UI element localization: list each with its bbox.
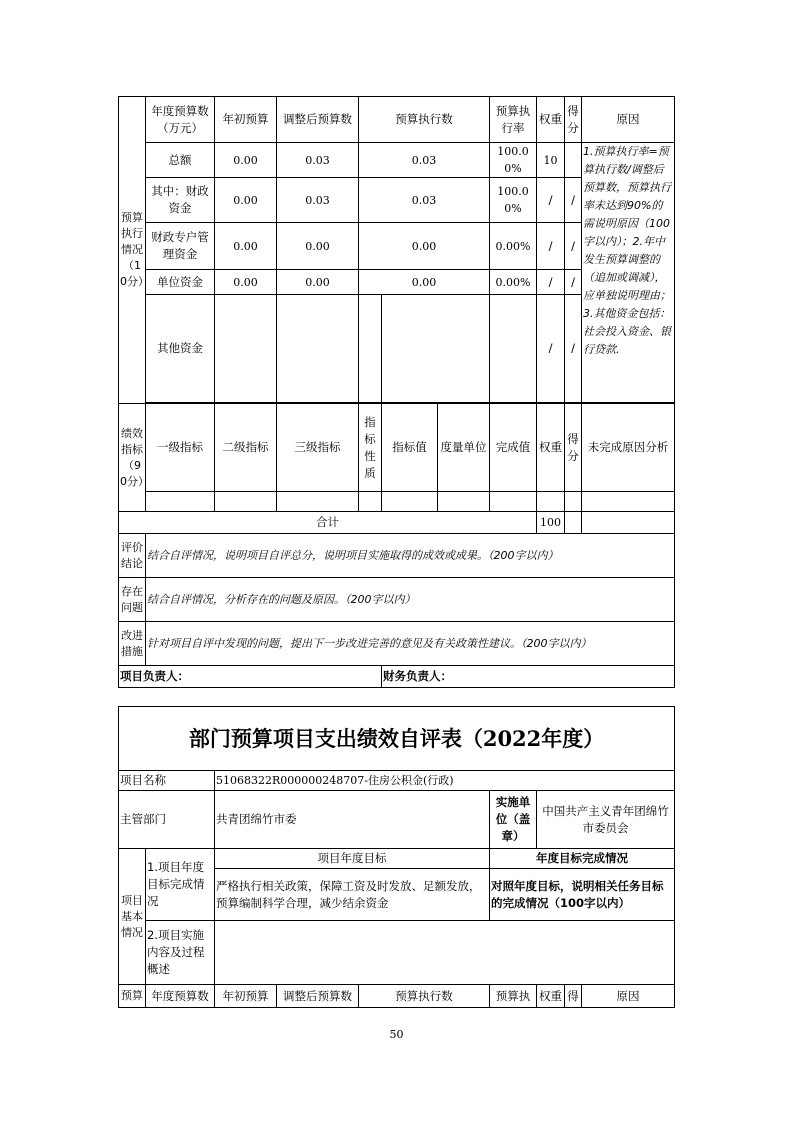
total-weight: 100 — [537, 512, 565, 534]
evaluation-text: 结合自评情况，说明项目自评总分，说明项目实施取得的成效或成果。（200字以内） — [146, 534, 675, 578]
problems-label: 存在问题 — [119, 578, 146, 622]
header-score: 得分 — [565, 97, 582, 143]
cell-initial — [215, 295, 277, 403]
total-label: 合计 — [119, 512, 537, 534]
cell-score: / — [565, 223, 582, 270]
cell-adjusted: 0.00 — [277, 270, 359, 295]
total-analysis — [582, 512, 675, 534]
bottom-section-label: 预算 — [119, 985, 146, 1008]
row-label-fiscal-funds: 其中：财政资金 — [146, 178, 215, 223]
bottom-reason: 原因 — [582, 985, 675, 1008]
cell-executed: 0.00 — [359, 270, 490, 295]
page-number: 50 — [389, 1028, 404, 1041]
cell-weight: / — [537, 270, 565, 295]
row-label-other-funds: 其他资金 — [146, 295, 215, 403]
perf-cell — [359, 492, 382, 512]
cell-weight: / — [537, 178, 565, 223]
cell-initial: 0.00 — [215, 143, 277, 178]
cell-weight: / — [537, 223, 565, 270]
perf-cell — [382, 492, 438, 512]
row-label-total: 总额 — [146, 143, 215, 178]
goal-text: 严格执行相关政策，保障工资及时发放、足额发放，预算编制科学合理，减少结余资金 — [215, 869, 490, 921]
budget-execution-table — [118, 96, 675, 688]
dept-label: 主管部门 — [119, 791, 215, 849]
cell-adjusted: 0.03 — [277, 178, 359, 223]
cell-score — [565, 143, 582, 178]
perf-cell — [215, 492, 277, 512]
cell-adjusted — [277, 295, 359, 403]
perf-cell — [537, 492, 565, 512]
budget-execution-section-label: 预算执行情况（10分） — [119, 97, 146, 404]
bottom-executed: 预算执行数 — [359, 985, 490, 1008]
cell-rate: 100.00% — [490, 143, 537, 178]
header-initial-budget: 年初预算 — [215, 97, 277, 143]
project-name-label: 项目名称 — [119, 771, 215, 791]
perf-cell — [565, 492, 582, 512]
measures-text: 针对项目自评中发现的问题，提出下一步改进完善的意见及有关政策性建议。（200字以内） — [146, 622, 675, 666]
reason-note: 1.预算执行率=预算执行数/调整后预算数，预算执行率未达到90%的需说明原因（100字以内）；2.年中发生预算调整的（追加或调减），应单独说明理由；3.其他资金包括：社会投入资金、银行贷款. — [582, 143, 675, 403]
implementation-label: 2.项目实施内容及过程概述 — [146, 921, 215, 985]
project-name: 51068322R000000248707-住房公积金(行政) — [215, 771, 675, 791]
cell-adjusted: 0.03 — [277, 143, 359, 178]
cell-initial: 0.00 — [215, 178, 277, 223]
cell-weight: 10 — [537, 143, 565, 178]
row-label-special-account: 财政专户管理资金 — [146, 223, 215, 270]
cell-initial: 0.00 — [215, 270, 277, 295]
annual-goal-label: 1.项目年度目标完成情况 — [146, 849, 215, 921]
impl-unit-label: 实施单位（盖章） — [490, 791, 537, 849]
header-level1-indicator: 一级指标 — [146, 404, 215, 492]
perf-cell — [277, 492, 359, 512]
perf-cell — [438, 492, 490, 512]
project-leader: 项目负责人： — [119, 666, 382, 688]
header-incomplete-analysis: 未完成原因分析 — [582, 404, 675, 492]
header-indicator-value: 指标值 — [382, 404, 438, 492]
header-execution: 预算执行数 — [359, 97, 490, 143]
header-execution-rate: 预算执行率 — [490, 97, 537, 143]
perf-cell — [582, 492, 675, 512]
implementation-text — [215, 921, 675, 985]
header-level2-indicator: 二级指标 — [215, 404, 277, 492]
row-label-unit-funds: 单位资金 — [146, 270, 215, 295]
bottom-score: 得 — [565, 985, 582, 1008]
dept-name: 共青团绵竹市委 — [215, 791, 490, 849]
performance-section-label: 绩效指标（90分） — [119, 404, 146, 512]
cell-executed: 0.03 — [359, 178, 490, 223]
goal-status-text: 对照年度目标，说明相关任务目标的完成情况（100字以内） — [490, 869, 675, 921]
perf-cell — [146, 492, 215, 512]
header-budget-year: 年度预算数（万元） — [146, 97, 215, 143]
goal-status-header: 年度目标完成情况 — [490, 849, 675, 869]
header-perf-weight: 权重 — [537, 404, 565, 492]
impl-unit-name: 中国共产主义青年团绵竹市委员会 — [537, 791, 675, 849]
header-adjusted-budget: 调整后预算数 — [277, 97, 359, 143]
header-perf-score: 得分 — [565, 404, 582, 492]
header-measure-unit: 度量单位 — [438, 404, 490, 492]
header-completed-value: 完成值 — [490, 404, 537, 492]
project-self-evaluation-table — [118, 706, 675, 1008]
cell-executed: 0.00 — [359, 223, 490, 270]
cell-rate: 0.00% — [490, 223, 537, 270]
total-score — [565, 512, 582, 534]
bottom-rate: 预算执 — [490, 985, 537, 1008]
header-weight: 权重 — [537, 97, 565, 143]
problems-text: 结合自评情况，分析存在的问题及原因。（200字以内） — [146, 578, 675, 622]
bottom-weight: 权重 — [537, 985, 565, 1008]
cell-executed-spacer — [382, 295, 490, 403]
goal-header: 项目年度目标 — [215, 849, 490, 869]
cell-score: / — [565, 178, 582, 223]
finance-leader: 财务负责人： — [382, 666, 675, 688]
cell-score: / — [565, 295, 582, 403]
cell-weight: / — [537, 295, 565, 403]
perf-cell — [490, 492, 537, 512]
bottom-adjusted: 调整后预算数 — [277, 985, 359, 1008]
basic-info-label: 项目基本情况 — [119, 849, 146, 985]
header-reason: 原因 — [582, 97, 675, 143]
cell-executed — [359, 295, 382, 403]
cell-executed: 0.03 — [359, 143, 490, 178]
cell-rate: 0.00% — [490, 270, 537, 295]
evaluation-label: 评价结论 — [119, 534, 146, 578]
bottom-budget-year: 年度预算数 — [146, 985, 215, 1008]
bottom-initial: 年初预算 — [215, 985, 277, 1008]
cell-rate: 100.00% — [490, 178, 537, 223]
measures-label: 改进措施 — [119, 622, 146, 666]
header-indicator-nature: 指标性质 — [359, 404, 382, 492]
cell-initial: 0.00 — [215, 223, 277, 270]
header-level3-indicator: 三级指标 — [277, 404, 359, 492]
cell-adjusted: 0.00 — [277, 223, 359, 270]
form-title: 部门预算项目支出绩效自评表（2022年度） — [119, 707, 675, 771]
cell-rate — [490, 295, 537, 403]
cell-score: / — [565, 270, 582, 295]
